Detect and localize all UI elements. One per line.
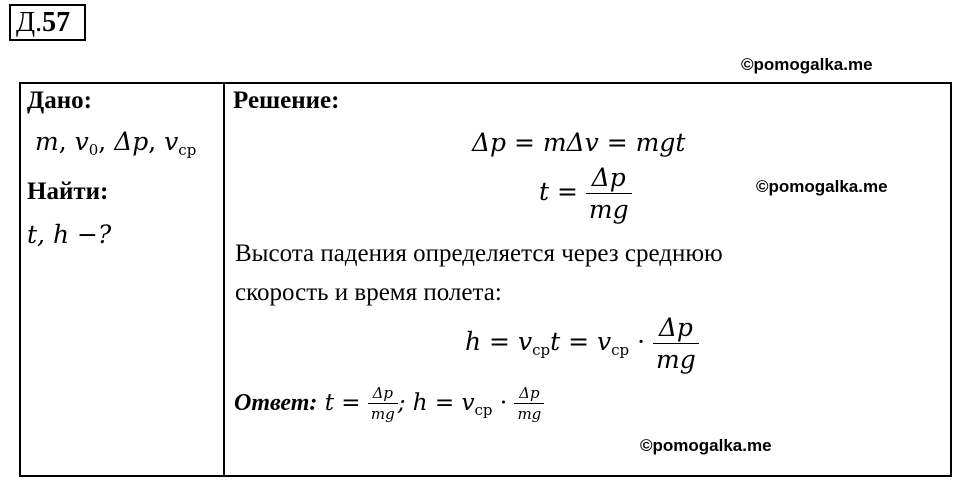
problem-number: 57 <box>42 7 71 38</box>
find-heading: Найти: <box>27 178 109 205</box>
explanation-line-1: Высота падения определяется через среднюю <box>235 240 723 267</box>
watermark-middle: ©pomogalka.me <box>756 177 888 196</box>
solution-heading: Решение: <box>233 87 340 114</box>
answer-label: Ответ: <box>234 390 318 416</box>
find-expression: t, h −? <box>27 220 112 249</box>
equation-time: t = $\frac{\Delta p}{mg}$ <box>539 163 632 224</box>
given-heading: Дано: <box>27 87 92 114</box>
answer-formula: t = $\frac{\Delta p}{mg}$ ; $h = v_{ср}$ · $\frac{\Delta p}{mg}$ <box>317 390 544 416</box>
column-divider <box>223 82 225 477</box>
problem-number-box <box>9 4 86 41</box>
equation-height: $h = v_{ср}t = v_{ср}$ · $\frac{\Delta p}{mg}$ <box>465 313 699 374</box>
given-values: m, $v_0$, Δp, $v_{ср}$ <box>35 127 197 159</box>
problem-prefix: Д. <box>16 7 43 38</box>
watermark-top: ©pomogalka.me <box>741 55 873 74</box>
equation-momentum: Δp = mΔv = mgt <box>472 128 686 157</box>
explanation-line-2: скорость и время полета: <box>235 279 502 306</box>
watermark-bottom: ©pomogalka.me <box>640 436 772 455</box>
answer-line <box>234 384 544 423</box>
